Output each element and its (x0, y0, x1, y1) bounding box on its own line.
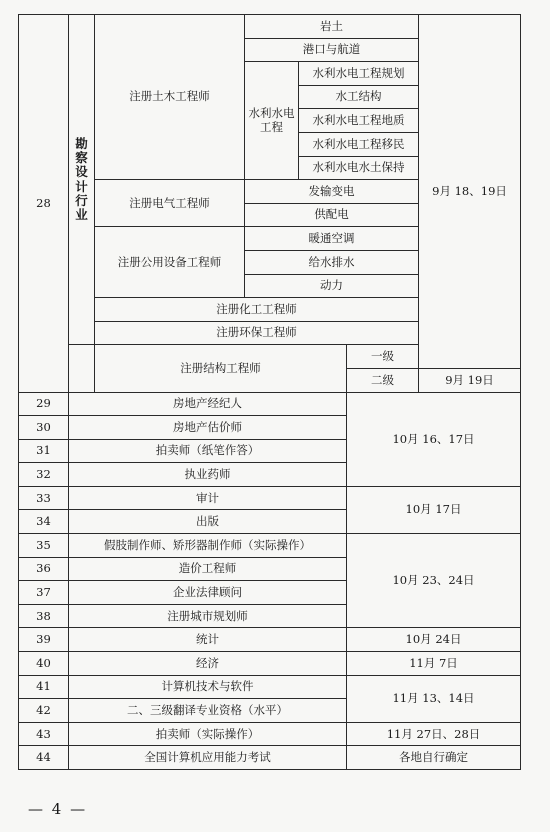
row-number: 44 (19, 746, 69, 770)
exam-name-cell: 审计 (69, 486, 347, 510)
exam-name-cell: 企业法律顾问 (69, 581, 347, 605)
row-number: 35 (19, 534, 69, 558)
row-number: 41 (19, 675, 69, 699)
specialty-cell: 水利水电工程移民 (299, 132, 419, 156)
row-number: 31 (19, 439, 69, 463)
row-number: 38 (19, 604, 69, 628)
civil-engineer-cell: 注册土木工程师 (95, 15, 245, 180)
exam-date-cell: 11月 13、14日 (347, 675, 521, 722)
exam-name-cell: 二、三级翻译专业资格（水平） (69, 699, 347, 723)
row-number: 33 (19, 486, 69, 510)
exam-date-cell: 10月 24日 (347, 628, 521, 652)
specialty-cell: 水利水电工程规划 (299, 62, 419, 86)
chemical-engineer-cell: 注册化工工程师 (95, 298, 419, 322)
exam-date-cell: 9月 19日 (419, 368, 521, 392)
specialty-cell: 水工结构 (299, 85, 419, 109)
row-number: 37 (19, 581, 69, 605)
row-number: 39 (19, 628, 69, 652)
exam-name-cell: 执业药师 (69, 463, 347, 487)
environmental-engineer-cell: 注册环保工程师 (95, 321, 419, 345)
specialty-cell: 水利水电工程地质 (299, 109, 419, 133)
exam-name-cell: 经济 (69, 652, 347, 676)
row-number: 42 (19, 699, 69, 723)
exam-name-cell: 计算机技术与软件 (69, 675, 347, 699)
industry-label: 勘察设计行业 (69, 15, 95, 345)
exam-schedule-table (18, 14, 521, 770)
exam-name-cell: 统计 (69, 628, 347, 652)
electrical-engineer-cell: 注册电气工程师 (95, 180, 245, 227)
level-cell: 二级 (347, 368, 419, 392)
specialty-cell: 岩土 (245, 15, 419, 39)
exam-name-cell: 拍卖师（实际操作） (69, 722, 347, 746)
specialty-cell: 水利水电水土保持 (299, 156, 419, 180)
water-conservancy-cell: 水利水电工程 (245, 62, 299, 180)
row-number: 43 (19, 722, 69, 746)
specialty-cell: 供配电 (245, 203, 419, 227)
exam-name-cell: 拍卖师（纸笔作答） (69, 439, 347, 463)
exam-date-cell: 各地自行确定 (347, 746, 521, 770)
structure-spacer-cell (69, 345, 95, 392)
exam-name-cell: 全国计算机应用能力考试 (69, 746, 347, 770)
row-number: 29 (19, 392, 69, 416)
level-cell: 一级 (347, 345, 419, 369)
exam-name-cell: 房地产估价师 (69, 416, 347, 440)
row-number: 28 (19, 15, 69, 393)
specialty-cell: 给水排水 (245, 250, 419, 274)
exam-date-cell: 11月 7日 (347, 652, 521, 676)
exam-name-cell: 房地产经纪人 (69, 392, 347, 416)
exam-date-cell: 10月 23、24日 (347, 534, 521, 628)
row-number: 40 (19, 652, 69, 676)
exam-name-cell: 造价工程师 (69, 557, 347, 581)
exam-name-cell: 注册城市规划师 (69, 604, 347, 628)
exam-name-cell: 假肢制作师、矫形器制作师（实际操作） (69, 534, 347, 558)
row-number: 34 (19, 510, 69, 534)
utilities-engineer-cell: 注册公用设备工程师 (95, 227, 245, 298)
page-number: — 4 — (28, 800, 88, 818)
exam-date-cell: 11月 27日、28日 (347, 722, 521, 746)
row-number: 36 (19, 557, 69, 581)
exam-date-cell: 10月 17日 (347, 486, 521, 533)
specialty-cell: 港口与航道 (245, 38, 419, 62)
exam-date-cell: 9月 18、19日 (419, 15, 521, 369)
row-number: 30 (19, 416, 69, 440)
specialty-cell: 发输变电 (245, 180, 419, 204)
row-number: 32 (19, 463, 69, 487)
exam-name-cell: 出版 (69, 510, 347, 534)
specialty-cell: 暖通空调 (245, 227, 419, 251)
structural-engineer-cell: 注册结构工程师 (95, 345, 347, 392)
exam-date-cell: 10月 16、17日 (347, 392, 521, 486)
specialty-cell: 动力 (245, 274, 419, 298)
